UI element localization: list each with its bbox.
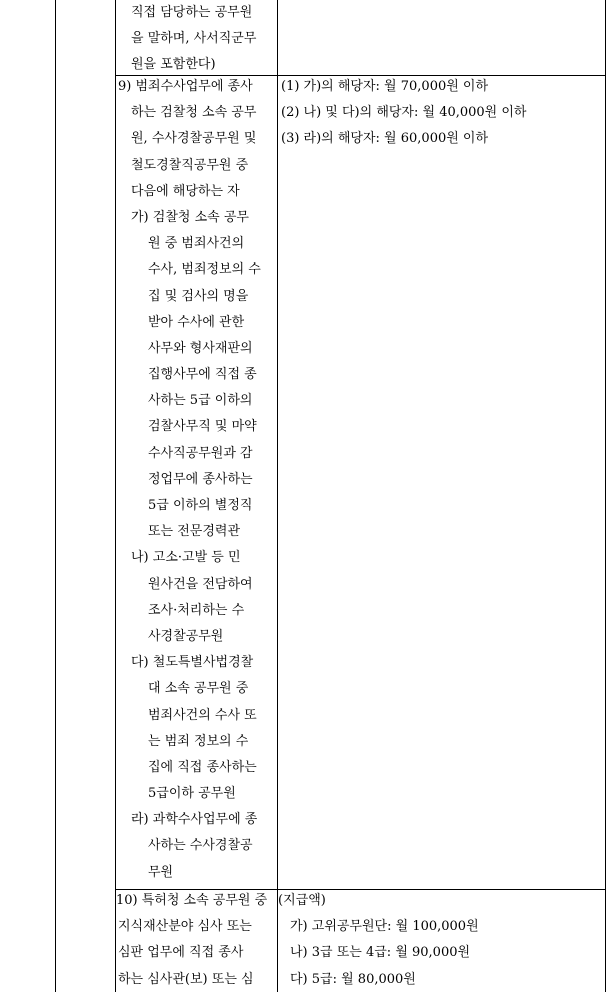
text-line: 는 범죄 정보의 수 (148, 733, 249, 749)
text-line: 다) 철도특별사법경찰 (131, 655, 254, 671)
text-line: 사경찰공무원 (148, 628, 224, 644)
text-line: 받아 수사에 관한 (148, 314, 245, 330)
column-divider-left (115, 0, 116, 992)
text-line: 가) 고위공무원단: 월 100,000원 (290, 919, 479, 935)
text-line: 검찰사무직 및 마약 (148, 419, 257, 435)
text-line: 조사·처리하는 수 (148, 602, 245, 618)
text-line: 다) 5급: 월 80,000원 (290, 971, 416, 987)
text-line: 집에 직접 종사하는 (148, 759, 257, 775)
text-line: 사하는 5급 이하의 (148, 393, 253, 409)
text-line: 무원 (148, 864, 174, 880)
top-cell-text (131, 0, 256, 79)
text-line: 또는 전문경력관 (148, 524, 241, 540)
table-border-right (605, 0, 606, 992)
text-line: 원사건을 전담하여 (148, 576, 253, 592)
text-line: 수사직공무원과 감 (148, 445, 253, 461)
text-line: 지식재산분야 심사 또는 (118, 919, 252, 935)
text-line: 직접 담당하는 공무원 (131, 5, 253, 20)
text-line: 가) 검찰청 소속 공무 (131, 209, 249, 225)
text-line: 집 및 검사의 명을 (148, 288, 249, 304)
text-line: 사하는 수사경찰공 (148, 838, 253, 854)
text-line: 대 소속 공무원 중 (148, 681, 249, 697)
text-line: 심판 업무에 직접 종사 (118, 945, 244, 961)
text-line: 하는 심사관(보) 또는 심 (118, 971, 254, 987)
text-line: (1) 가)의 해당자: 월 70,000원 이하 (281, 79, 489, 94)
text-line: (지급액) (278, 893, 326, 908)
text-line: 나) 고소·고발 등 민 (131, 550, 241, 566)
row9-right-cell (281, 74, 527, 153)
text-line: 5급이하 공무원 (148, 786, 236, 802)
text-line: 다음에 해당하는 자 (131, 183, 240, 199)
text-line: 사무와 형사재판의 (148, 340, 253, 356)
text-line: 원, 수사경찰공무원 및 (131, 131, 257, 147)
text-line: 범죄사건의 수사 또 (148, 707, 257, 723)
row9-left-cell (118, 74, 261, 886)
text-line: 원 중 범죄사건의 (148, 236, 245, 252)
text-line: 수사, 범죄정보의 수 (148, 262, 261, 278)
text-line: 라) 과학수사업무에 종 (131, 812, 258, 828)
table-border-left (55, 0, 56, 992)
text-line: 하는 검찰청 소속 공무 (131, 105, 257, 121)
text-line: (3) 라)의 해당자: 월 60,000원 이하 (281, 131, 489, 147)
row10-right-cell (278, 888, 479, 993)
text-line: 정업무에 종사하는 (148, 471, 253, 487)
text-line: 원을 포함한다) (131, 57, 216, 73)
row10-left-cell (116, 888, 267, 993)
text-line: 철도경찰직공무원 중 (131, 157, 249, 173)
text-line: 10) 특허청 소속 공무원 중 (116, 893, 268, 908)
text-line: 나) 3급 또는 4급: 월 90,000원 (290, 945, 471, 961)
text-line: 을 말하며, 사서직군무 (131, 31, 257, 47)
text-line: (2) 나) 및 다)의 해당자: 월 40,000원 이하 (281, 105, 527, 121)
text-line: 9) 범죄수사업무에 종사 (118, 79, 253, 94)
text-line: 집행사무에 직접 종 (148, 367, 257, 383)
text-line: 5급 이하의 별정직 (148, 498, 253, 513)
column-divider-middle (277, 0, 278, 992)
